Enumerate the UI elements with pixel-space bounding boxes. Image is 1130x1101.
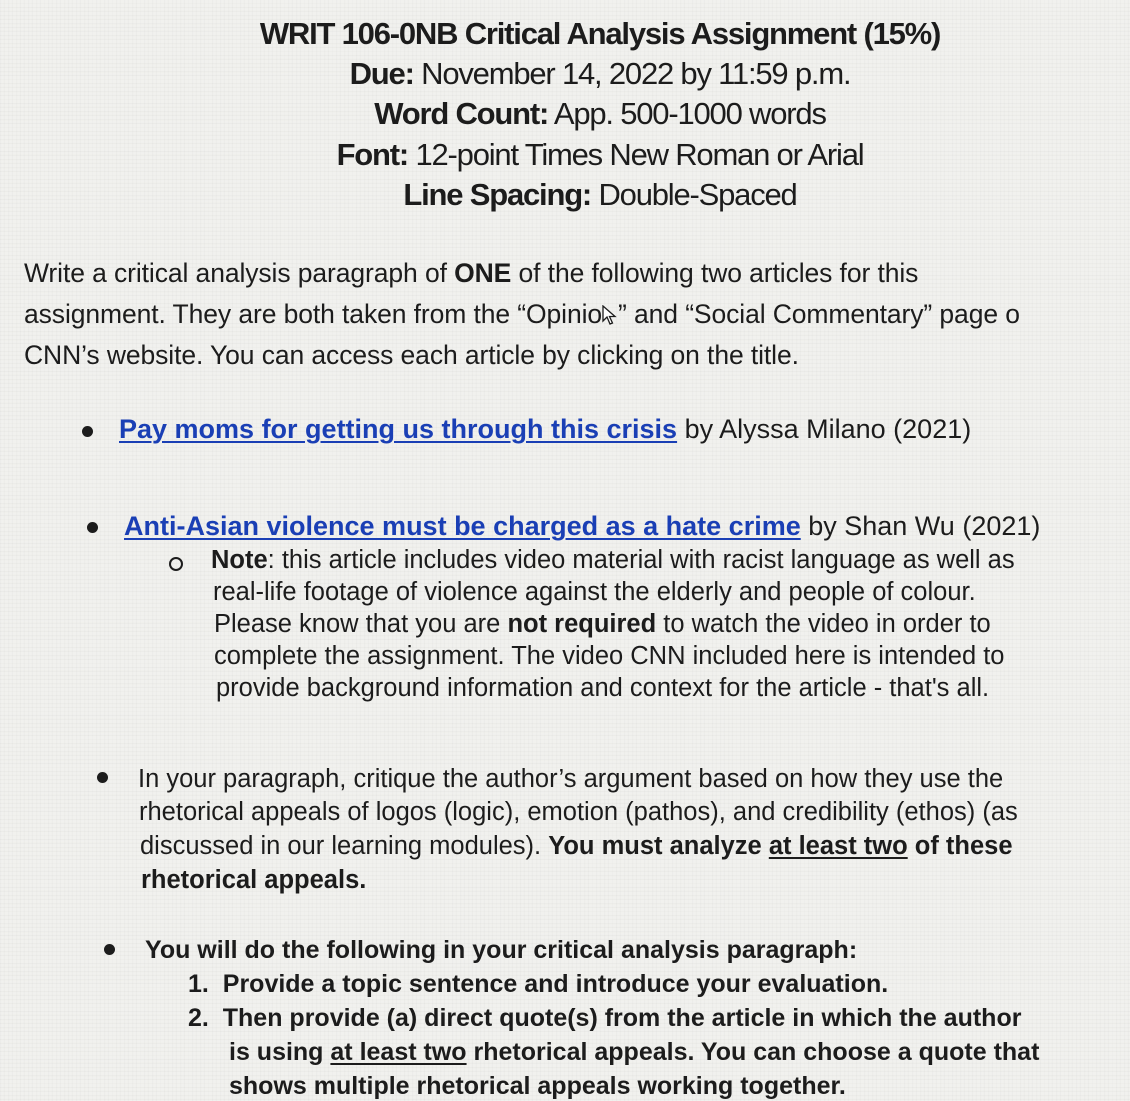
at-least-two-emphasis: at least two (330, 1038, 467, 1066)
step-item-2: 2. Then provide (a) direct quote(s) from the article in which the author (188, 1004, 1022, 1032)
critique-line-4: rhetorical appeals. (141, 866, 367, 894)
assignment-title: WRIT 106-0NB Critical Analysis Assignment (15%) (259, 16, 941, 51)
step-item-2-line-2: is using at least two rhetorical appeals. You can choose a quote that (229, 1038, 1040, 1066)
line-spacing-line (0, 177, 1130, 213)
word-count-line (0, 96, 1130, 132)
at-least-two-emphasis: at least two (768, 832, 908, 860)
intro-line-2: assignment. They are both taken from the “Opinio ” and “Social Commentary” page o (24, 299, 1020, 329)
step-number: 2. (188, 1004, 209, 1032)
step-item-2-line-3: shows multiple rhetorical appeals working together. (229, 1072, 846, 1100)
due-value: November 14, 2022 by 11:59 p.m. (421, 56, 851, 91)
font-label: Font: (336, 137, 409, 172)
not-required-emphasis: not required (507, 610, 657, 638)
word-count-label: Word Count: (374, 96, 549, 131)
intro-emphasis-one: ONE (454, 258, 512, 288)
font-line (0, 137, 1130, 173)
intro-line-3: CNN’s website. You can access each article by clicking on the title. (24, 340, 799, 370)
article-item-2 (124, 511, 1040, 542)
line-spacing-value: Double-Spaced (598, 177, 797, 212)
bullet-icon (87, 522, 98, 533)
note-line-1: Note: this article includes video material with racist language as well as (211, 546, 1015, 574)
article-link-pay-moms[interactable]: Pay moms for getting us through this crisis (119, 414, 678, 444)
critique-line-2: rhetorical appeals of logos (logic), emotion (pathos), and credibility (ethos) (as (139, 798, 1018, 826)
bullet-icon (82, 426, 93, 437)
critique-line-1: In your paragraph, critique the author’s argument based on how they use the (138, 765, 1004, 793)
note-line-5: provide background information and context for the article - that's all. (216, 674, 990, 702)
due-date-line (0, 56, 1130, 92)
due-label: Due: (349, 56, 414, 91)
line-spacing-label: Line Spacing: (403, 177, 592, 212)
bullet-icon (104, 944, 115, 955)
article-link-anti-asian-violence[interactable]: Anti-Asian violence must be charged as a hate crime (124, 511, 801, 541)
step-number: 1. (188, 970, 209, 998)
article-byline-2: by Shan Wu (2021) (800, 511, 1041, 541)
note-line-4: complete the assignment. The video CNN included here is intended to (214, 642, 1005, 670)
article-item-1 (119, 414, 971, 445)
steps-intro: You will do the following in your critical analysis paragraph: (145, 936, 858, 964)
article-byline-1: by Alyssa Milano (2021) (677, 414, 972, 444)
mouse-cursor-icon (602, 305, 618, 325)
bullet-icon (97, 772, 108, 783)
note-line-2: real-life footage of violence against the elderly and people of colour. (213, 578, 976, 606)
note-line-3: Please know that you are not required to watch the video in order to (214, 610, 991, 638)
critique-line-3: discussed in our learning modules). You must analyze at least two of these (140, 832, 1013, 860)
font-value: 12-point Times New Roman or Arial (415, 137, 864, 172)
intro-line-1: Write a critical analysis paragraph of ONE of the following two articles for this (24, 258, 919, 288)
hollow-bullet-icon (169, 557, 183, 571)
word-count-value: App. 500-1000 words (553, 96, 826, 131)
note-label: Note (211, 546, 268, 574)
step-item-1: 1. Provide a topic sentence and introduce your evaluation. (188, 970, 889, 998)
